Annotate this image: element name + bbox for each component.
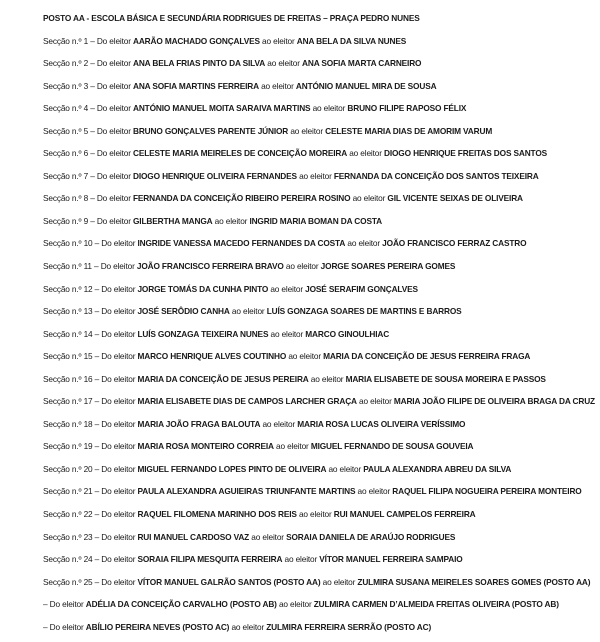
voter-from: MARIA DA CONCEIÇÃO DE JESUS PEREIRA [137,373,309,384]
voter-to: BRUNO FILIPE RAPOSO FÉLIX [347,103,467,114]
connector-from: Do eleitor [96,170,131,181]
voter-to: JORGE SOARES PEREIRA GOMES [320,261,456,272]
section-line [43,236,600,259]
section-line [43,259,600,282]
section-line [43,214,600,237]
section-label: – [43,621,48,632]
section-label: Secção n.º 22 – [43,509,100,520]
connector-from: Do eleitor [101,418,136,429]
document-title: POSTO AA - ESCOLA BÁSICA E SECUNDÁRIA RODRIGUES DE FREITAS – PRAÇA PEDRO NUNES [43,13,420,23]
connector-to: ao eleitor [231,306,265,317]
voter-from: VÍTOR MANUEL GALRÃO SANTOS (POSTO AA) [137,576,321,587]
section-line [43,417,600,440]
voter-to: RAQUEL FILIPA NOGUEIRA PEREIRA MONTEIRO [392,486,582,497]
connector-to: ao eleitor [352,193,386,204]
connector-to: ao eleitor [262,35,295,46]
section-line [43,101,600,124]
connector-to: ao eleitor [357,486,391,497]
voter-from: AARÃO MACHADO GONÇALVES [133,35,260,46]
connector-from: Do eleitor [101,441,136,452]
voter-to: PAULA ALEXANDRA ABREU DA SILVA [363,463,512,474]
section-label: Secção n.º 20 – [43,463,100,474]
connector-to: ao eleitor [278,599,312,610]
section-label: Secção n.º 16 – [43,373,100,384]
connector-to: ao eleitor [347,238,381,249]
connector-from: Do eleitor [96,58,131,69]
voter-from: INGRIDE VANESSA MACEDO FERNANDES DA COSTA [137,238,346,249]
section-line [43,597,600,620]
connector-to: ao eleitor [288,351,321,362]
connector-from: Do eleitor [96,103,131,114]
voter-from: RAQUEL FILOMENA MARINHO DOS REIS [137,509,297,520]
section-label: Secção n.º 8 – [43,193,95,204]
voter-to: JOÃO FRANCISCO FERRAZ CASTRO [382,238,527,249]
voter-from: JOÃO FRANCISCO FERREIRA BRAVO [136,261,284,272]
section-label: Secção n.º 17 – [43,396,100,407]
voter-to: ANA SOFIA MARTA CARNEIRO [302,58,422,69]
voter-from: PAULA ALEXANDRA AGUIEIRAS TRIUNFANTE MARTINS [137,486,356,497]
voter-from: DIOGO HENRIQUE OLIVEIRA FERNANDES [133,170,297,181]
voter-to: ZULMIRA SUSANA MEIRELES SOARES GOMES (POSTO AA) [357,576,591,587]
section-label: Secção n.º 12 – [43,283,100,294]
voter-from: JOSÉ SERÔDIO CANHA [137,306,230,317]
connector-from: Do eleitor [101,486,136,497]
connector-to: ao eleitor [267,58,300,69]
voter-to: MARIA ROSA LUCAS OLIVEIRA VERÍSSIMO [297,418,466,429]
voter-from: GILBERTHA MANGA [133,215,213,226]
connector-from: Do eleitor [101,396,136,407]
connector-from: Do eleitor [100,261,135,272]
section-label: Secção n.º 13 – [43,306,100,317]
connector-from: Do eleitor [101,306,136,317]
section-label: Secção n.º 3 – [43,80,95,91]
voter-to: GIL VICENTE SEIXAS DE OLIVEIRA [387,193,523,204]
connector-from: Do eleitor [101,283,136,294]
connector-to: ao eleitor [290,125,323,136]
connector-to: ao eleitor [310,373,344,384]
voter-from: ABÍLIO PEREIRA NEVES (POSTO AC) [85,621,230,632]
section-line [43,146,600,169]
section-line [43,282,600,305]
connector-from: Do eleitor [101,554,136,565]
section-label: Secção n.º 21 – [43,486,100,497]
connector-from: Do eleitor [49,599,84,610]
voter-from: FERNANDA DA CONCEIÇÃO RIBEIRO PEREIRA ROSINO [133,193,351,204]
voter-to: RUI MANUEL CAMPELOS FERREIRA [333,509,476,520]
connector-to: ao eleitor [231,621,265,632]
connector-from: Do eleitor [96,148,131,159]
document-page [43,11,600,642]
connector-to: ao eleitor [328,463,362,474]
section-line [43,34,600,57]
voter-from: RUI MANUEL CARDOSO VAZ [137,531,250,542]
section-label: Secção n.º 7 – [43,170,95,181]
section-label: Secção n.º 15 – [43,351,100,362]
connector-to: ao eleitor [299,170,332,181]
section-line [43,394,600,417]
voter-to: SORAIA DANIELA DE ARAÚJO RODRIGUES [286,531,456,542]
connector-to: ao eleitor [276,441,309,452]
voter-from: MARIA ELISABETE DIAS DE CAMPOS LARCHER GRAÇA [137,396,357,407]
connector-from: Do eleitor [96,125,131,136]
connector-from: Do eleitor [96,193,131,204]
section-line [43,191,600,214]
voter-to: FERNANDA DA CONCEIÇÃO DOS SANTOS TEIXEIRA [333,170,539,181]
voter-to: ZULMIRA CARMEN D’ALMEIDA FREITAS OLIVEIRA (POSTO AB) [313,599,559,610]
section-line [43,349,600,372]
voter-to: INGRID MARIA BOMAN DA COSTA [249,215,382,226]
connector-from: Do eleitor [49,621,84,632]
connector-from: Do eleitor [96,215,131,226]
section-line [43,620,600,642]
section-line [43,507,600,530]
section-line [43,304,600,327]
connector-from: Do eleitor [101,328,136,339]
section-label: Secção n.º 11 – [43,261,99,272]
connector-from: Do eleitor [101,463,136,474]
voter-to: CELESTE MARIA DIAS DE AMORIM VARUM [325,125,493,136]
section-label: Secção n.º 5 – [43,125,95,136]
connector-to: ao eleitor [262,418,296,429]
voter-to: MIGUEL FERNANDO DE SOUSA GOUVEIA [310,441,474,452]
connector-to: ao eleitor [270,328,304,339]
voter-from: JORGE TOMÁS DA CUNHA PINTO [137,283,269,294]
voter-to: VÍTOR MANUEL FERREIRA SAMPAIO [319,554,463,565]
connector-from: Do eleitor [101,238,136,249]
connector-from: Do eleitor [96,35,131,46]
section-line [43,79,600,102]
voter-from: ADÉLIA DA CONCEIÇÃO CARVALHO (POSTO AB) [85,599,277,610]
connector-from: Do eleitor [101,373,136,384]
connector-to: ao eleitor [251,531,284,542]
voter-from: LUÍS GONZAGA TEIXEIRA NUNES [137,328,269,339]
section-line [43,169,600,192]
voter-to: ANA BELA DA SILVA NUNES [296,35,407,46]
section-label: Secção n.º 1 – [43,35,95,46]
section-label: Secção n.º 24 – [43,554,100,565]
section-label: Secção n.º 6 – [43,148,95,159]
connector-to: ao eleitor [285,261,319,272]
section-label: Secção n.º 23 – [43,531,100,542]
connector-to: ao eleitor [214,215,248,226]
connector-to: ao eleitor [349,148,382,159]
connector-from: Do eleitor [96,80,131,91]
section-line [43,439,600,462]
voter-to: ZULMIRA FERREIRA SERRÃO (POSTO AC) [266,621,432,632]
voter-from: CELESTE MARIA MEIRELES DE CONCEIÇÃO MOREIRA [133,148,348,159]
section-line [43,552,600,575]
voter-to: DIOGO HENRIQUE FREITAS DOS SANTOS [384,148,548,159]
voter-to: ANTÓNIO MANUEL MIRA DE SOUSA [295,80,437,91]
voter-from: MARIA JOÃO FRAGA BALOUTA [137,418,261,429]
voter-from: SORAIA FILIPA MESQUITA FERREIRA [137,554,283,565]
section-line [43,56,600,79]
section-line [43,462,600,485]
voter-from: ANA SOFIA MARTINS FERREIRA [133,80,259,91]
section-line [43,327,600,350]
connector-to: ao eleitor [298,509,332,520]
section-list [43,34,600,642]
section-label: Secção n.º 2 – [43,58,95,69]
voter-to: JOSÉ SERAFIM GONÇALVES [305,283,418,294]
section-line [43,484,600,507]
section-label: Secção n.º 10 – [43,238,100,249]
section-label: Secção n.º 25 – [43,576,100,587]
voter-from: MIGUEL FERNANDO LOPES PINTO DE OLIVEIRA [137,463,327,474]
connector-from: Do eleitor [101,351,136,362]
voter-to: MARIA JOÃO FILIPE DE OLIVEIRA BRAGA DA CRUZ [393,396,595,407]
section-label: – [43,599,48,610]
voter-from: ANTÓNIO MANUEL MOITA SARAIVA MARTINS [133,103,311,114]
connector-from: Do eleitor [101,509,136,520]
voter-to: MARIA DA CONCEIÇÃO DE JESUS FERREIRA FRAGA [323,351,531,362]
voter-to: MARIA ELISABETE DE SOUSA MOREIRA E PASSOS [345,373,546,384]
voter-from: ANA BELA FRIAS PINTO DA SILVA [133,58,266,69]
section-line [43,530,600,553]
section-label: Secção n.º 4 – [43,103,95,114]
voter-from: BRUNO GONÇALVES PARENTE JÚNIOR [133,125,289,136]
section-line [43,575,600,598]
connector-to: ao eleitor [261,80,294,91]
section-label: Secção n.º 19 – [43,441,100,452]
connector-from: Do eleitor [101,576,136,587]
voter-to: MARCO GINOULHIAC [305,328,390,339]
connector-to: ao eleitor [312,103,346,114]
connector-to: ao eleitor [284,554,318,565]
section-label: Secção n.º 18 – [43,418,100,429]
section-line [43,124,600,147]
section-label: Secção n.º 9 – [43,215,95,226]
voter-to: LUÍS GONZAGA SOARES DE MARTINS E BARROS [266,306,462,317]
connector-to: ao eleitor [359,396,392,407]
connector-from: Do eleitor [101,531,136,542]
voter-from: MARIA ROSA MONTEIRO CORREIA [137,441,274,452]
connector-to: ao eleitor [322,576,356,587]
voter-from: MARCO HENRIQUE ALVES COUTINHO [137,351,287,362]
connector-to: ao eleitor [270,283,303,294]
section-label: Secção n.º 14 – [43,328,100,339]
section-line [43,372,600,395]
